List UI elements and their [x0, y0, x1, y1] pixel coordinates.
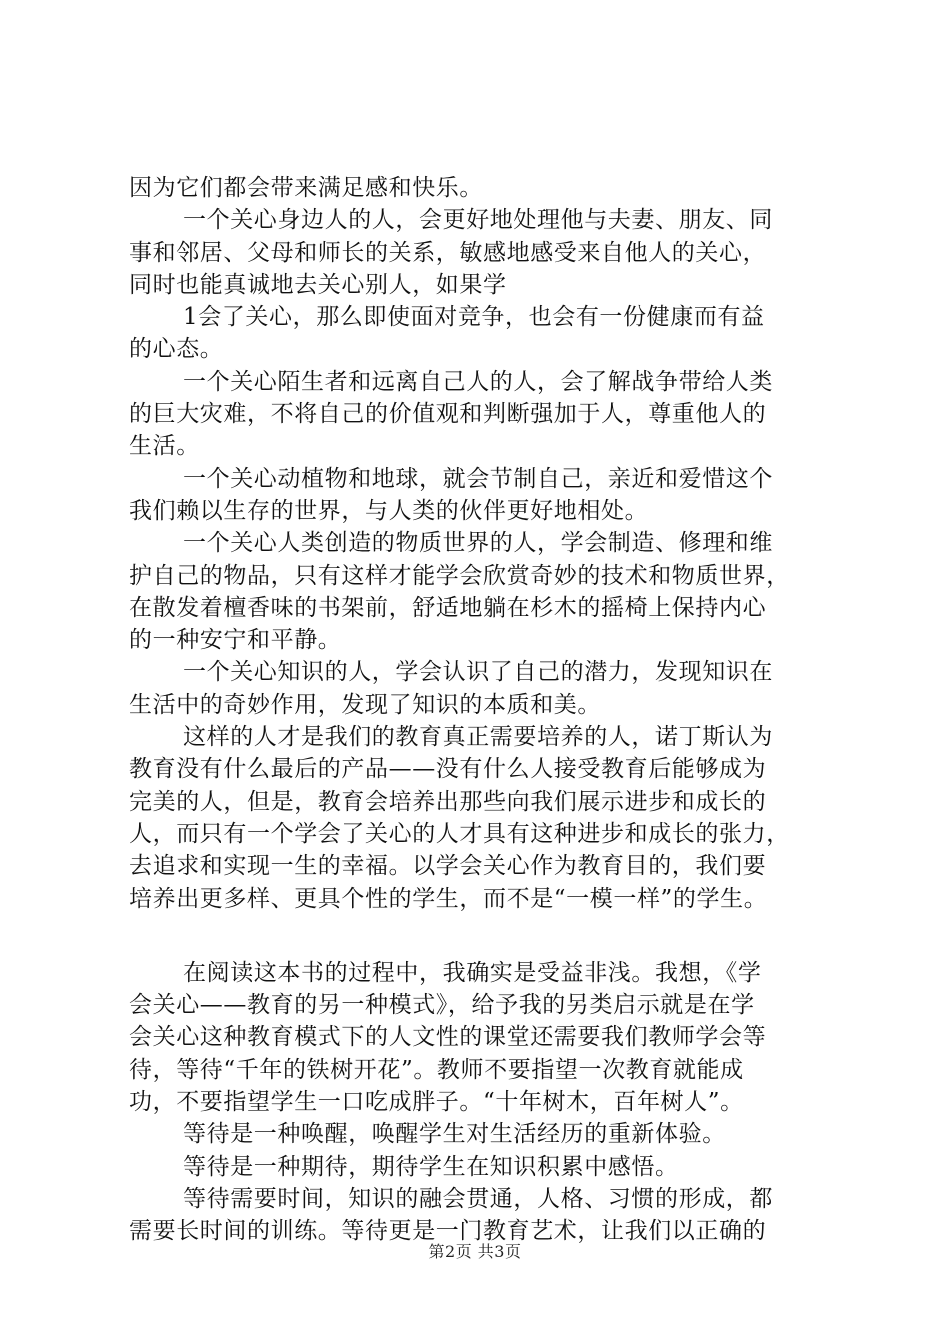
paragraph: [129, 656, 845, 721]
text-line: 一个关心人类创造的物质世界的人，学会制造、修理和维: [183, 530, 773, 557]
body-section-2: [129, 957, 845, 1248]
text-line: 一个关心动植物和地球，就会节制自己，亲近和爱惜这个: [183, 465, 773, 492]
page-number-label: 第2页 共3页: [428, 1242, 522, 1261]
paragraph: [129, 301, 845, 366]
text-line: 生活中的奇妙作用，发现了知识的本质和美。: [129, 691, 601, 718]
text-line: 一个关心知识的人，学会认识了自己的潜力，发现知识在: [183, 659, 773, 686]
text-line: 教育没有什么最后的产品——没有什么人接受教育后能够成为: [129, 756, 767, 783]
text-line: 完美的人，但是，教育会培养出那些向我们展示进步和成长的: [129, 788, 767, 815]
text-line: 在阅读这本书的过程中，我确实是受益非浅。我想，《学: [183, 959, 762, 986]
paragraph: [129, 957, 845, 1118]
text-line: 因为它们都会带来满足感和快乐。: [129, 175, 483, 201]
body-text: [129, 172, 845, 1248]
paragraph: [129, 1183, 845, 1248]
paragraph: [129, 527, 845, 656]
text-line: 这样的人才是我们的教育真正需要培养的人，诺丁斯认为: [183, 724, 773, 751]
text-line: 培养出更多样、更具个性的学生，而不是“一模一样”的学生。: [129, 885, 768, 912]
text-line: 的一种安宁和平静。: [129, 627, 342, 654]
text-line: 功，不要指望学生一口吃成胖子。“十年树木，百年树人”。: [129, 1089, 744, 1116]
paragraph: [129, 204, 845, 301]
text-line: 去追求和实现一生的幸福。以学会关心作为教育目的，我们要: [129, 853, 767, 880]
text-line: 需要长时间的训练。等待更是一门教育艺术，让我们以正确的: [129, 1218, 767, 1245]
text-line: 一个关心陌生者和远离自己人的人，会了解战争带给人类: [183, 368, 773, 395]
text-line: 事和邻居、父母和师长的关系，敏感地感受来自他人的关心，: [129, 239, 767, 266]
text-line: 在散发着檀香味的书架前，舒适地躺在杉木的摇椅上保持内心: [129, 594, 767, 621]
body-section-1: [129, 172, 845, 915]
page-footer: [0, 1242, 950, 1262]
text-line: 人，而只有一个学会了关心的人才具有这种进步和成长的张力，: [129, 820, 790, 847]
text-line: 等待需要时间，知识的融会贯通，人格、习惯的形成，都: [183, 1185, 773, 1212]
text-line: 生活。: [129, 433, 200, 460]
text-line: 1会了关心，那么即使面对竞争，也会有一份健康而有益: [183, 304, 765, 331]
paragraph: [129, 1151, 845, 1183]
paragraph: [129, 172, 845, 204]
text-line: 的巨大灾难，不将自己的价值观和判断强加于人，尊重他人的: [129, 401, 767, 428]
section-gap: [129, 915, 845, 957]
text-line: 会关心——教育的另一种模式》，给予我的另类启示就是在学: [129, 992, 755, 1019]
text-line: 等待是一种唤醒，唤醒学生对生活经历的重新体验。: [183, 1121, 726, 1148]
text-line: 会关心这种教育模式下的人文性的课堂还需要我们教师学会等: [129, 1024, 767, 1051]
text-line: 的心态。: [129, 336, 224, 363]
text-line: 待，等待“千年的铁树开花”。教师不要指望一次教育就能成: [129, 1056, 744, 1083]
paragraph: [129, 366, 845, 463]
text-line: 我们赖以生存的世界，与人类的伙伴更好地相处。: [129, 497, 649, 524]
text-line: 一个关心身边人的人，会更好地处理他与夫妻、朋友、同: [183, 207, 773, 234]
text-line: 同时也能真诚地去关心别人，如果学: [129, 271, 507, 298]
text-line: 等待是一种期待，期待学生在知识积累中感悟。: [183, 1153, 679, 1180]
text-line: 护自己的物品，只有这样才能学会欣赏奇妙的技术和物质世界，: [129, 562, 790, 589]
paragraph: [129, 463, 845, 528]
paragraph: [129, 1118, 845, 1150]
paragraph: [129, 721, 845, 915]
